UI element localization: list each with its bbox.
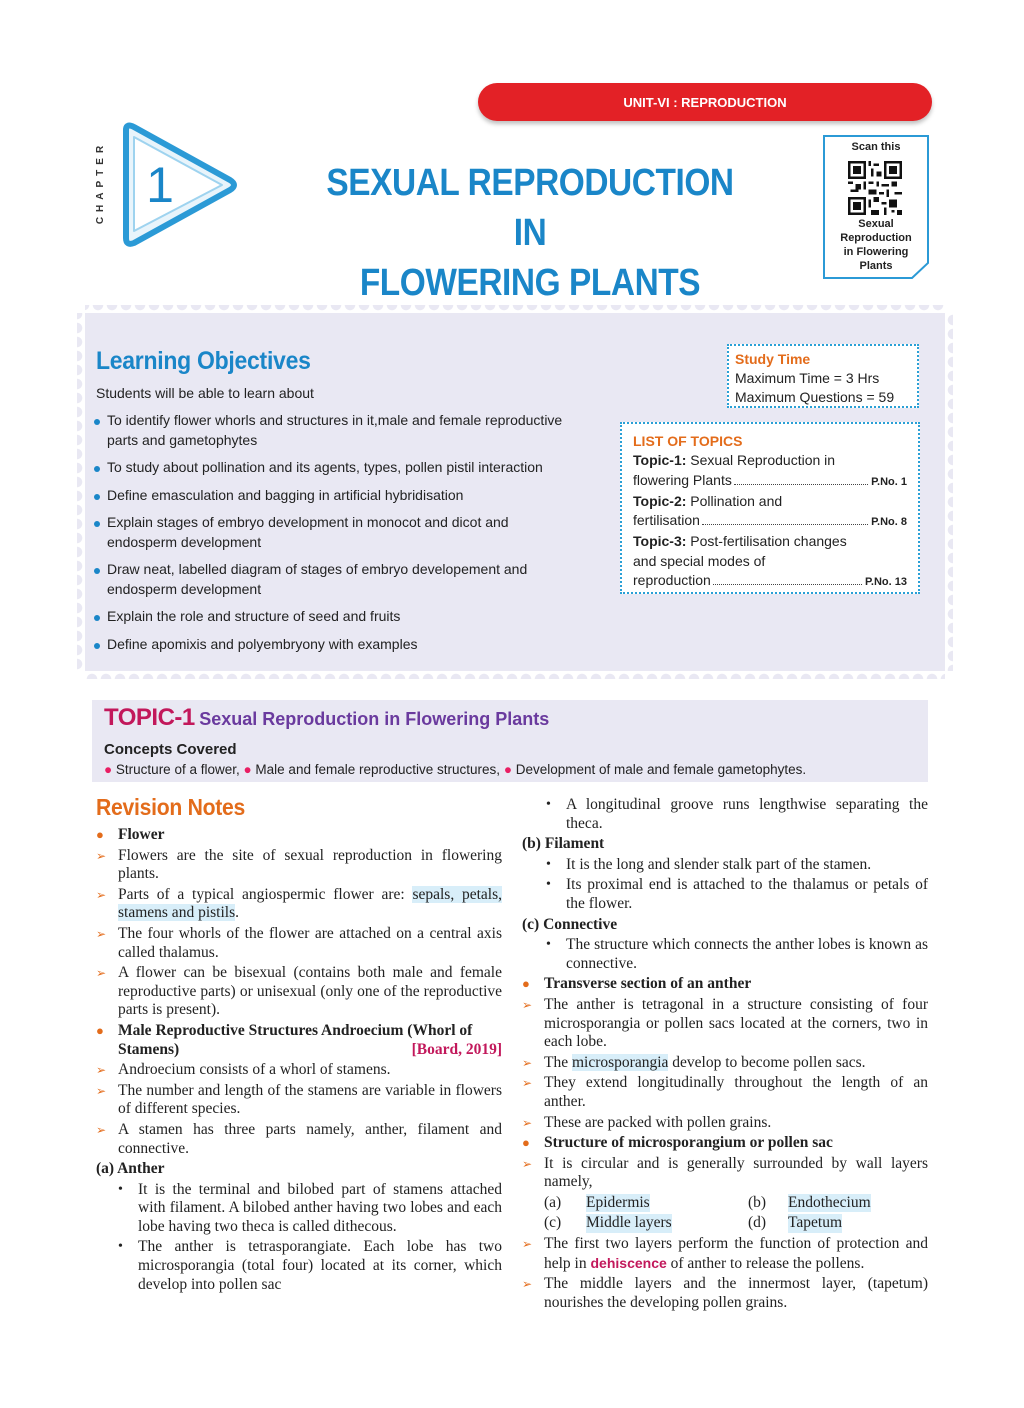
arrow-bullet-icon: ➢	[522, 1237, 533, 1252]
note-text: A flower can be bisexual (contains both male and female reproductive parts) or unisexual (only one of the reproductive parts is present).	[118, 964, 502, 1019]
note-text: Its proximal end is attached to the thalamus or petals of the flower.	[566, 876, 928, 912]
topic-3-text-cont: and special modes of	[633, 552, 766, 569]
note-row	[96, 1238, 502, 1294]
qr-code-icon[interactable]	[848, 161, 902, 215]
note-text: They extend longitudinally throughout the length of an anther.	[544, 1074, 928, 1110]
topic-1-page: P.No. 1	[871, 475, 907, 488]
topic-2-entry[interactable]	[633, 492, 907, 511]
arrow-bullet-icon: ➢	[522, 1156, 533, 1171]
arrow-bullet-icon: ➢	[96, 1063, 107, 1078]
note-text: The first two layers perform the function of protection and help in	[544, 1235, 928, 1272]
arrow-bullet-icon: ➢	[96, 887, 107, 902]
max-time: Maximum Time = 3 Hrs	[735, 370, 880, 386]
chapter-label	[93, 130, 109, 234]
dot-bullet-icon: •	[118, 1181, 123, 1197]
bullet-icon: ●	[96, 1022, 104, 1038]
ts-heading-row	[522, 975, 928, 994]
note-text: The	[544, 1053, 572, 1071]
revision-notes-heading: Revision Notes	[96, 794, 246, 820]
learning-objectives-intro: Students will be able to learn about	[96, 385, 314, 401]
topic-3-entry[interactable]	[633, 532, 907, 551]
arrow-bullet-icon: ➢	[96, 966, 107, 981]
ts-heading: Transverse section of an anther	[544, 975, 752, 993]
male-heading: Male Reproductive Structures Androecium (Whorl of Stamens)	[118, 1021, 473, 1058]
bullet-icon: ●	[96, 827, 104, 842]
flower-heading-row	[96, 826, 502, 845]
bullet-icon: ●	[503, 762, 512, 777]
leader-dots	[713, 584, 862, 585]
note-row	[96, 964, 502, 1020]
note-row	[522, 796, 928, 833]
note-text: Parts of a typical angiospermic flower are:	[118, 885, 413, 903]
concepts-heading: Concepts Covered	[104, 741, 237, 758]
anther-heading: (a) Anther	[96, 1160, 165, 1178]
arrow-bullet-icon: ➢	[522, 1055, 533, 1070]
filament-heading-row	[522, 835, 928, 854]
note-row	[522, 1155, 928, 1192]
note-row	[522, 1114, 928, 1133]
note-text: develop to become pollen sacs.	[668, 1053, 866, 1071]
note-row	[96, 925, 502, 962]
chapter-title-line-1: SEXUAL REPRODUCTION IN	[326, 162, 734, 254]
leader-dots	[734, 484, 868, 485]
bullet-icon: ●	[522, 976, 530, 992]
topic-1-text-cont: flowering Plants	[633, 471, 732, 488]
connective-heading: (c) Connective	[522, 915, 618, 933]
arrow-bullet-icon: ➢	[522, 997, 533, 1012]
arrow-bullet-icon: ➢	[96, 926, 107, 941]
topic-2-text-cont: fertilisation	[633, 512, 700, 529]
concept-item: Structure of a flower,	[115, 762, 240, 777]
list-of-topics-box	[620, 422, 920, 594]
arrow-bullet-icon: ➢	[522, 1076, 533, 1091]
wall-label: (b)	[748, 1193, 767, 1211]
note-row	[96, 847, 502, 884]
filament-heading: (b) Filament	[522, 835, 605, 853]
list-of-topics-heading: LIST OF TOPICS	[633, 433, 743, 449]
topic-3-label: Topic-3:	[633, 533, 687, 550]
panel-edge-top	[85, 305, 945, 313]
chapter-number: 1	[146, 157, 174, 213]
learning-objectives-heading: Learning Objectives	[96, 347, 311, 375]
dot-bullet-icon: •	[546, 856, 551, 872]
scan-caption-line: Reproduction	[840, 232, 912, 244]
board-tag: [Board, 2019]	[411, 1040, 502, 1058]
arrow-bullet-icon: ➢	[96, 1122, 107, 1137]
unit-banner-text: UNIT-VI : REPRODUCTION	[623, 94, 787, 110]
note-text: The anther is tetrasporangiate. Each lobe has two microsporangia (total four) located at its corner, which develop into pollen sac	[138, 1238, 502, 1293]
topic-3-text: Post-fertilisation changes	[690, 533, 847, 550]
note-text: It is circular and is generally surrounded by wall layers namely,	[544, 1154, 928, 1191]
note-text: Androecium consists of a whorl of stamens.	[118, 1061, 391, 1079]
wall-label: (a)	[544, 1193, 562, 1211]
highlighted-text: microsporangia	[571, 1053, 669, 1071]
study-time-box	[727, 344, 919, 408]
objective-item: Explain the role and structure of seed and fruits	[92, 607, 582, 627]
concept-item: Development of male and female gametophytes.	[515, 762, 807, 777]
note-text: Flowers are the site of sexual reproduction in flowering plants.	[118, 846, 502, 883]
objective-item: Draw neat, labelled diagram of stages of embryo developement and endosperm development	[92, 560, 582, 599]
wall-layers-grid	[544, 1194, 928, 1233]
note-row	[522, 996, 928, 1052]
leader-dots	[702, 524, 868, 525]
note-row	[96, 886, 502, 923]
note-text: It is the terminal and bilobed part of stamens attached with filament. A bilobed anther having two lobes and each lobe having two theca is called dithecous.	[138, 1180, 502, 1235]
bullet-icon: ●	[104, 762, 113, 777]
highlighted-text: sepals, petals, stamens and pistils	[118, 885, 502, 922]
note-text: These are packed with pollen grains.	[544, 1113, 772, 1131]
objective-item: To identify flower whorls and structures in it,male and female reproductive parts and gametophytes	[92, 411, 582, 450]
topic-3-text-cont: reproduction	[633, 572, 711, 589]
topic-1-leader	[633, 471, 907, 492]
note-text: The structure which connects the anther lobes is known as connective.	[566, 936, 928, 972]
chapter-title	[319, 158, 741, 308]
dot-bullet-icon: •	[118, 1239, 123, 1255]
note-row	[522, 1074, 928, 1111]
note-text: A stamen has three parts namely, anther, filament and connective.	[118, 1120, 502, 1157]
panel-edge-left	[77, 313, 85, 671]
arrow-bullet-icon: ➢	[96, 848, 107, 863]
topic-2-page: P.No. 8	[871, 516, 907, 529]
topic-name: Sexual Reproduction in Flowering Plants	[199, 709, 550, 729]
objective-item: To study about pollination and its agents, types, pollen pistil interaction	[92, 458, 582, 478]
bullet-icon: ●	[243, 762, 252, 777]
ms-heading-row	[522, 1134, 928, 1153]
note-row	[96, 1121, 502, 1158]
scan-caption-line: in Flowering	[843, 246, 909, 258]
arrow-bullet-icon: ➢	[96, 1083, 107, 1098]
dot-bullet-icon: •	[546, 877, 551, 893]
wall-name: Middle layers	[586, 1214, 672, 1232]
scan-caption-line: Plants	[859, 260, 893, 272]
objective-item: Define apomixis and polyembryony with examples	[92, 635, 582, 655]
dot-bullet-icon: •	[546, 797, 551, 812]
panel-edge-right	[945, 313, 953, 671]
keyword-text: dehiscence	[590, 1254, 667, 1271]
ms-heading: Structure of microsporangium or pollen sac	[544, 1134, 833, 1152]
scan-caption-line: Sexual	[858, 218, 894, 230]
topic-1-entry[interactable]	[633, 451, 907, 470]
note-row	[96, 1082, 502, 1119]
topic-2-text: Pollination and	[690, 492, 783, 509]
topic-title	[104, 704, 549, 732]
note-row	[96, 1061, 502, 1080]
arrow-bullet-icon: ➢	[522, 1277, 533, 1292]
note-row	[522, 1235, 928, 1273]
learning-objectives-list	[92, 411, 582, 662]
chapter-title-line-2: FLOWERING PLANTS	[359, 262, 701, 304]
scan-heading: Scan this	[851, 141, 901, 153]
note-row	[522, 856, 928, 875]
notes-column-left	[96, 826, 502, 1296]
note-row	[96, 1181, 502, 1237]
note-text: The anther is tetragonal in a structure consisting of four microsporangia or pollen sacs located at the corners, two in each lobe.	[544, 995, 928, 1051]
note-text: A longitudinal groove runs lengthwise separating the theca.	[566, 796, 928, 832]
wall-label: (c)	[544, 1214, 562, 1232]
note-text: The middle layers and the innermost layer, (tapetum) nourishes the developing pollen grains.	[544, 1275, 928, 1311]
note-row	[522, 1275, 928, 1312]
panel-edge-bottom	[85, 671, 945, 679]
scan-caption	[828, 217, 924, 273]
note-text: The number and length of the stamens are variable in flowers of different species.	[118, 1081, 502, 1118]
anther-heading-row	[96, 1160, 502, 1179]
note-row	[522, 936, 928, 973]
objective-item: Explain stages of embryo development in monocot and dicot and endosperm development	[92, 513, 582, 552]
concept-item: Male and female reproductive structures,	[255, 762, 501, 777]
topic-2-leader	[633, 511, 907, 532]
arrow-bullet-icon: ➢	[522, 1115, 533, 1130]
topic-3-page: P.No. 13	[865, 576, 907, 589]
connective-heading-row	[522, 916, 928, 935]
wall-label: (d)	[748, 1214, 767, 1232]
dot-bullet-icon: •	[546, 937, 551, 953]
flower-heading: Flower	[118, 826, 165, 843]
note-row	[522, 1054, 928, 1073]
objective-item: Define emasculation and bagging in artificial hybridisation	[92, 486, 582, 506]
male-heading-row	[96, 1022, 502, 1059]
study-time-heading: Study Time	[735, 351, 811, 367]
wall-name: Epidermis	[586, 1193, 650, 1211]
concepts-list	[104, 762, 806, 777]
note-text: of anther to release the pollens.	[666, 1254, 865, 1272]
note-row	[522, 876, 928, 913]
notes-column-right	[522, 796, 928, 1314]
topic-1-text: Sexual Reproduction in	[690, 452, 836, 469]
max-questions: Maximum Questions = 59	[735, 389, 895, 405]
bullet-icon: ●	[522, 1135, 530, 1151]
note-text: The four whorls of the flower are attached on a central axis called thalamus.	[118, 924, 502, 961]
note-text: .	[235, 904, 239, 922]
chapter-label-text: CHAPTER	[95, 140, 107, 224]
topic-2-label: Topic-2:	[633, 492, 687, 509]
topic-1-label: Topic-1:	[633, 452, 687, 469]
wall-name: Endothecium	[788, 1193, 871, 1211]
topic-number: TOPIC-1	[104, 704, 195, 731]
topic-3-leader	[633, 571, 907, 592]
wall-name: Tapetum	[788, 1214, 843, 1232]
unit-banner	[478, 83, 932, 121]
note-text: It is the long and slender stalk part of the stamen.	[566, 855, 872, 873]
